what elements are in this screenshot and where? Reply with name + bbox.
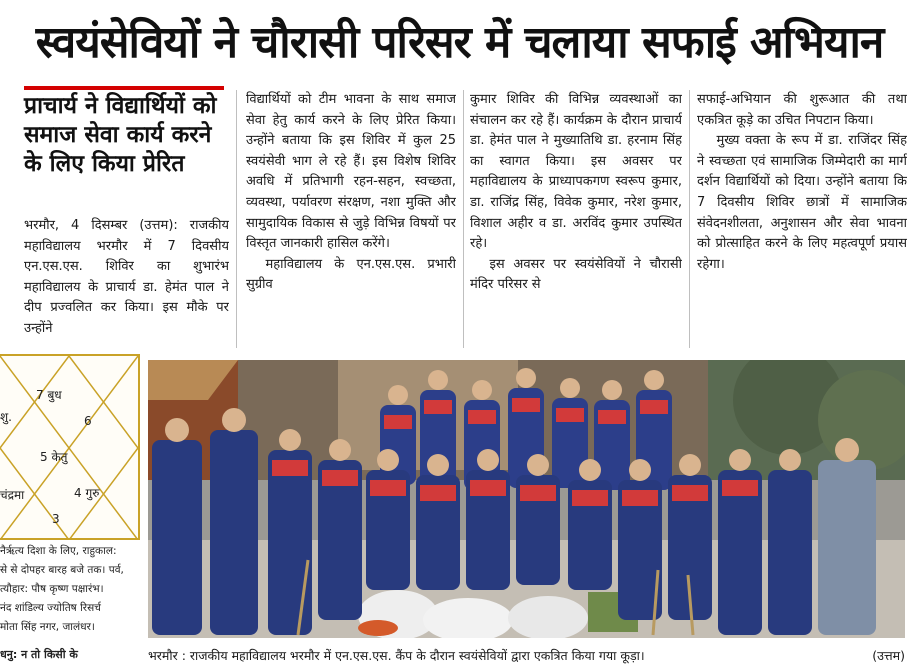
red-rule	[24, 86, 224, 90]
article-column-4	[697, 90, 907, 348]
col3b-text: इस अवसर पर स्वयंसेवियों ने चौरासी मंदिर परिसर से	[470, 256, 682, 293]
caption-text: भरमौर : राजकीय महाविद्यालय भरमौर में एन.एस.एस. कैंप के दौरान स्वयंसेवियों द्वारा एकत्रित किया गया कूड़ा।	[148, 647, 645, 663]
kundli-house: 4 गुरु	[74, 486, 100, 500]
headline: स्वयंसेवियों ने चौरासी परिसर में चलाया सफाई अभियान	[35, 17, 884, 68]
col3-text: कुमार शिविर की विभिन्न व्यवस्थाओं का संचालन कर रहे हैं। कार्यक्रम के दौरान प्राचार्य डा. हेमंत पाल ने मुख्यातिथि डा. हरनाम सिंह का स्वागत किया। इस अवसर पर महाविद्यालय के प्राध्यापकगण स्वरूप कुमार, डा. राजिंद्र सिंह, विवेक कुमार, नरेश कुमार, विशाल अहीर व डा. अरविंद कुमार उपस्थित रहे।	[470, 92, 682, 252]
volunteers-photo-icon	[148, 360, 905, 638]
subheadline: प्राचार्य ने विद्यार्थियों को समाज सेवा कार्य करने के लिए किया प्रेरित	[24, 93, 217, 177]
article-column-2	[246, 90, 456, 348]
kundli-house: 7 बुध	[36, 388, 62, 402]
col4-text: सफाई-अभियान की शुरूआत की तथा एकत्रित कूड़े का उचित निपटान किया।	[697, 92, 907, 128]
photo-credit: (उत्तम)	[872, 647, 905, 663]
kundli-house: शु.	[0, 410, 12, 424]
kundli-house: 3	[52, 512, 60, 526]
kundli-chart	[0, 354, 140, 540]
group-photo	[148, 360, 905, 638]
kundli-house: 6	[84, 414, 92, 428]
article-column-3	[470, 90, 682, 348]
col2-text: विद्यार्थियों को टीम भावना के साथ समाज सेवा हेतु कार्य करने के लिए प्रेरित किया। उन्होंने बताया कि इस शिविर में कुल 25 स्वयंसेवी भाग ले रहे हैं। इस विशेष शिविर अवधि में प्रतिभागी रहन-सहन, स्वच्छता, व्यवस्था, पर्यावरण संरक्षण, नशा मुक्ति और सामुदायिक विकास से जुड़े विभिन्न विषयों पर विस्तृत जानकारी हासिल करेंगे।	[246, 92, 456, 252]
horoscope-line: मोता सिंह नगर, जालंधर।	[0, 621, 95, 633]
horoscope-snippet	[0, 542, 140, 640]
kundli-house: 5 केतु	[40, 450, 68, 464]
rashi-dhanu	[0, 640, 140, 672]
horoscope-line: त्यौहार: पौष कृष्ण पक्षारंभ।	[0, 583, 104, 595]
column-divider	[463, 90, 464, 348]
dhanu-line: धनु: न तो किसी के	[0, 648, 78, 661]
col1-text: भरमौर, 4 दिसम्बर (उत्तम): राजकीय महाविद्यालय भरमौर में 7 दिवसीय एन.एस.एस. शिविर का शुभारंभ महाविद्यालय के प्राचार्य डा. हेमंत पाल ने दीप प्रज्वलित कर किया। इस मौके पर उन्होंने	[24, 218, 229, 336]
kundli-diagram-icon	[0, 356, 140, 540]
column-divider	[236, 90, 237, 348]
kundli-house: चंद्रमा	[0, 488, 25, 502]
horoscope-line: नैर्ऋत्य दिशा के लिए, राहुकाल:	[0, 545, 117, 557]
col4b-text: मुख्य वक्ता के रूप में डा. राजिंदर सिंह ने स्वच्छता एवं सामाजिक जिम्मेदारी का मार्ग दर्शन विद्यार्थियों को दिया। उन्होंने बताया कि 7 दिवसीय शिविर छात्रों में सामाजिक संवेदनशीलता, अनुशासन और सेवा भावना को प्रोत्साहित करने के लिए महत्वपूर्ण प्रयास रहेगा।	[697, 133, 907, 272]
horoscope-line: से से दोपहर बारह बजे तक। पर्व,	[0, 564, 124, 576]
article-column-1	[24, 216, 229, 348]
column-divider	[689, 90, 690, 348]
photo-caption	[148, 640, 905, 670]
horoscope-line: नंद शांडिल्य ज्योतिष रिसर्च	[0, 602, 101, 614]
col2b-text: महाविद्यालय के एन.एस.एस. प्रभारी सुग्रीव	[246, 256, 456, 293]
